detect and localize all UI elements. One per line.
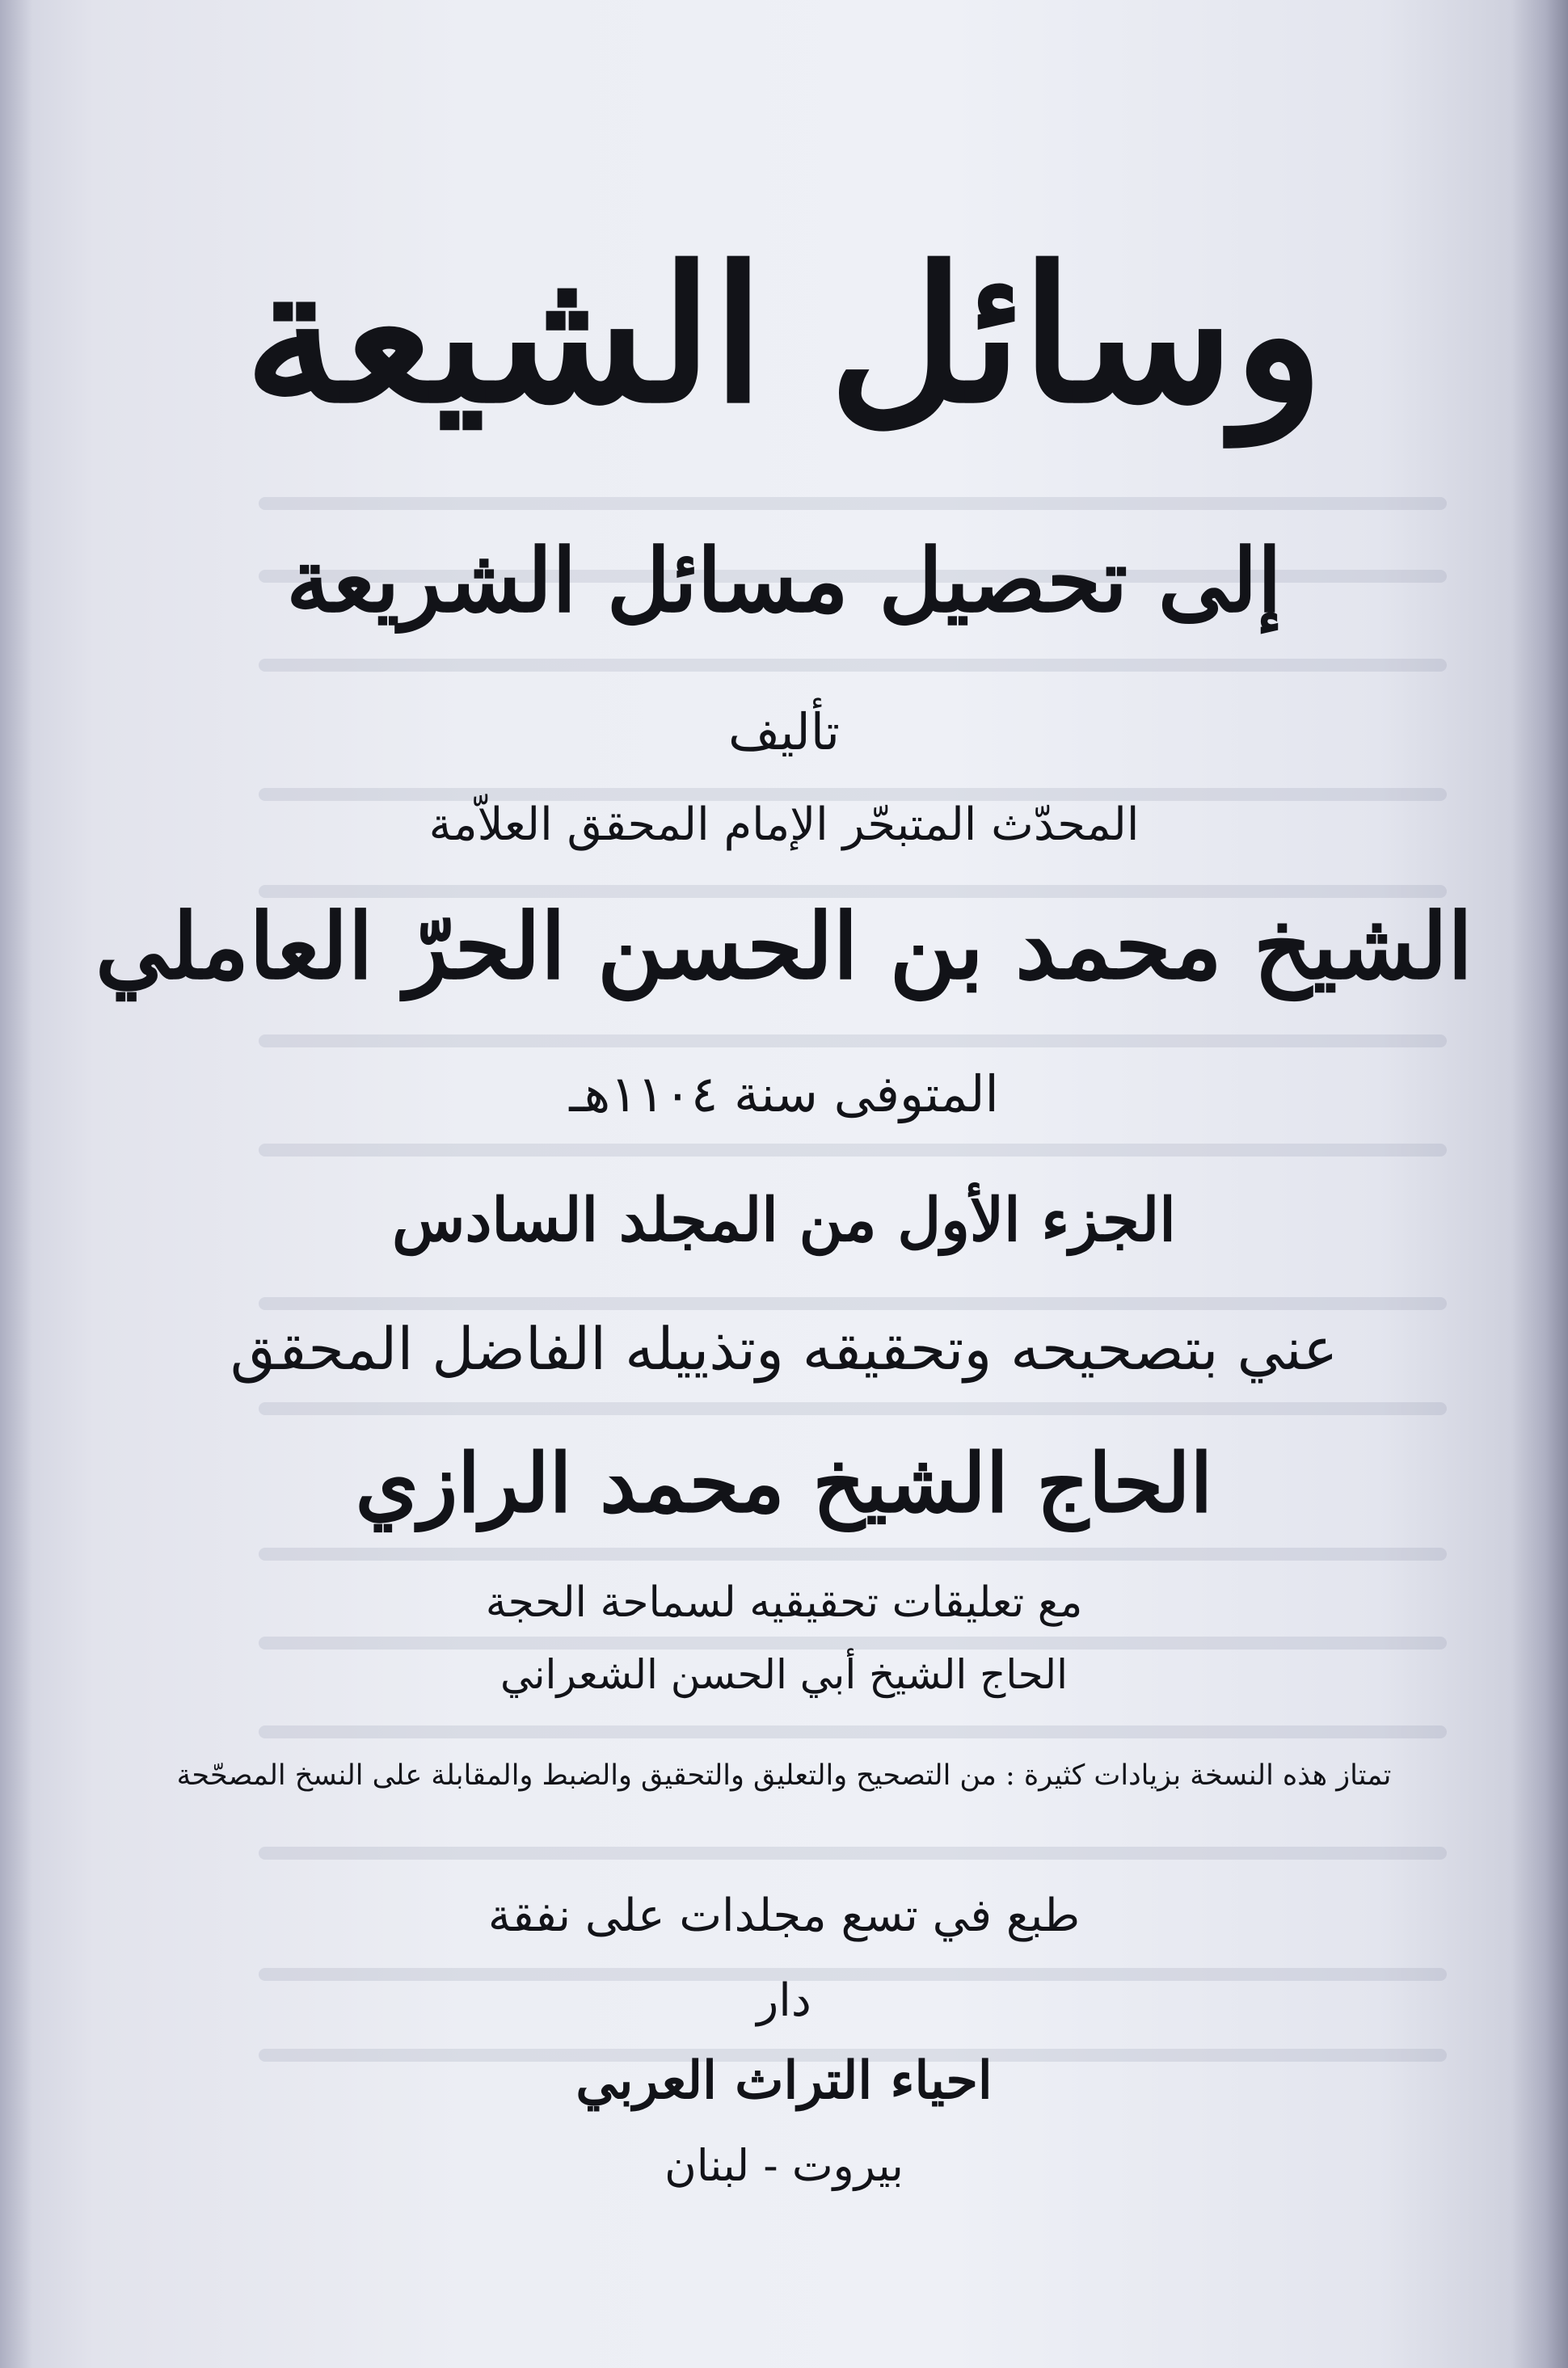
- show-through-line: [259, 1131, 1447, 1165]
- commentary-line: مع تعليقات تحقيقيه لسماحة الحجة: [485, 1578, 1083, 1627]
- publisher-name: احياء التراث العربي: [575, 2050, 993, 2111]
- show-through-line: [259, 1713, 1447, 1747]
- show-through-line: [259, 485, 1447, 518]
- editor-note: عني بتصحيحه وتحقيقه وتذييله الفاضل المحقق: [230, 1315, 1338, 1383]
- show-through-line: [259, 647, 1447, 680]
- book-title: وسائل الشيعة: [244, 226, 1324, 445]
- show-through-line: [259, 1835, 1447, 1868]
- volume-label: الجزء الأول من المجلد السادس: [392, 1186, 1176, 1255]
- publisher-location: بيروت - لبنان: [664, 2140, 904, 2191]
- publisher-label: دار: [757, 1974, 811, 2027]
- death-note: المتوفى سنة ١١٠٤هـ: [569, 1064, 999, 1123]
- show-through-line: [259, 1285, 1447, 1318]
- show-through-line: [259, 1390, 1447, 1423]
- author-descriptor: المحدّث المتبحّر الإمام المحقق العلاّمة: [428, 798, 1140, 851]
- editor-name: الحاج الشيخ محمد الرازي: [355, 1435, 1213, 1531]
- show-through-line: [259, 1536, 1447, 1569]
- show-through-line: [259, 1022, 1447, 1055]
- author-name: الشيخ محمد بن الحسن الحرّ العاملي: [95, 894, 1473, 1000]
- commentary-author: الحاج الشيخ أبي الحسن الشعراني: [499, 1651, 1069, 1698]
- printing-note: طبع في تسع مجلدات على نفقة: [487, 1890, 1081, 1942]
- edition-distinction: تمتاز هذه النسخة بزيادات كثيرة : من التصحيح والتعليق والتحقيق والضبط والمقابلة على النسخ المصحّحة: [176, 1759, 1392, 1792]
- authorship-label: تأليف: [728, 702, 840, 761]
- book-subtitle: إلى تحصيل مسائل الشريعة: [286, 530, 1282, 632]
